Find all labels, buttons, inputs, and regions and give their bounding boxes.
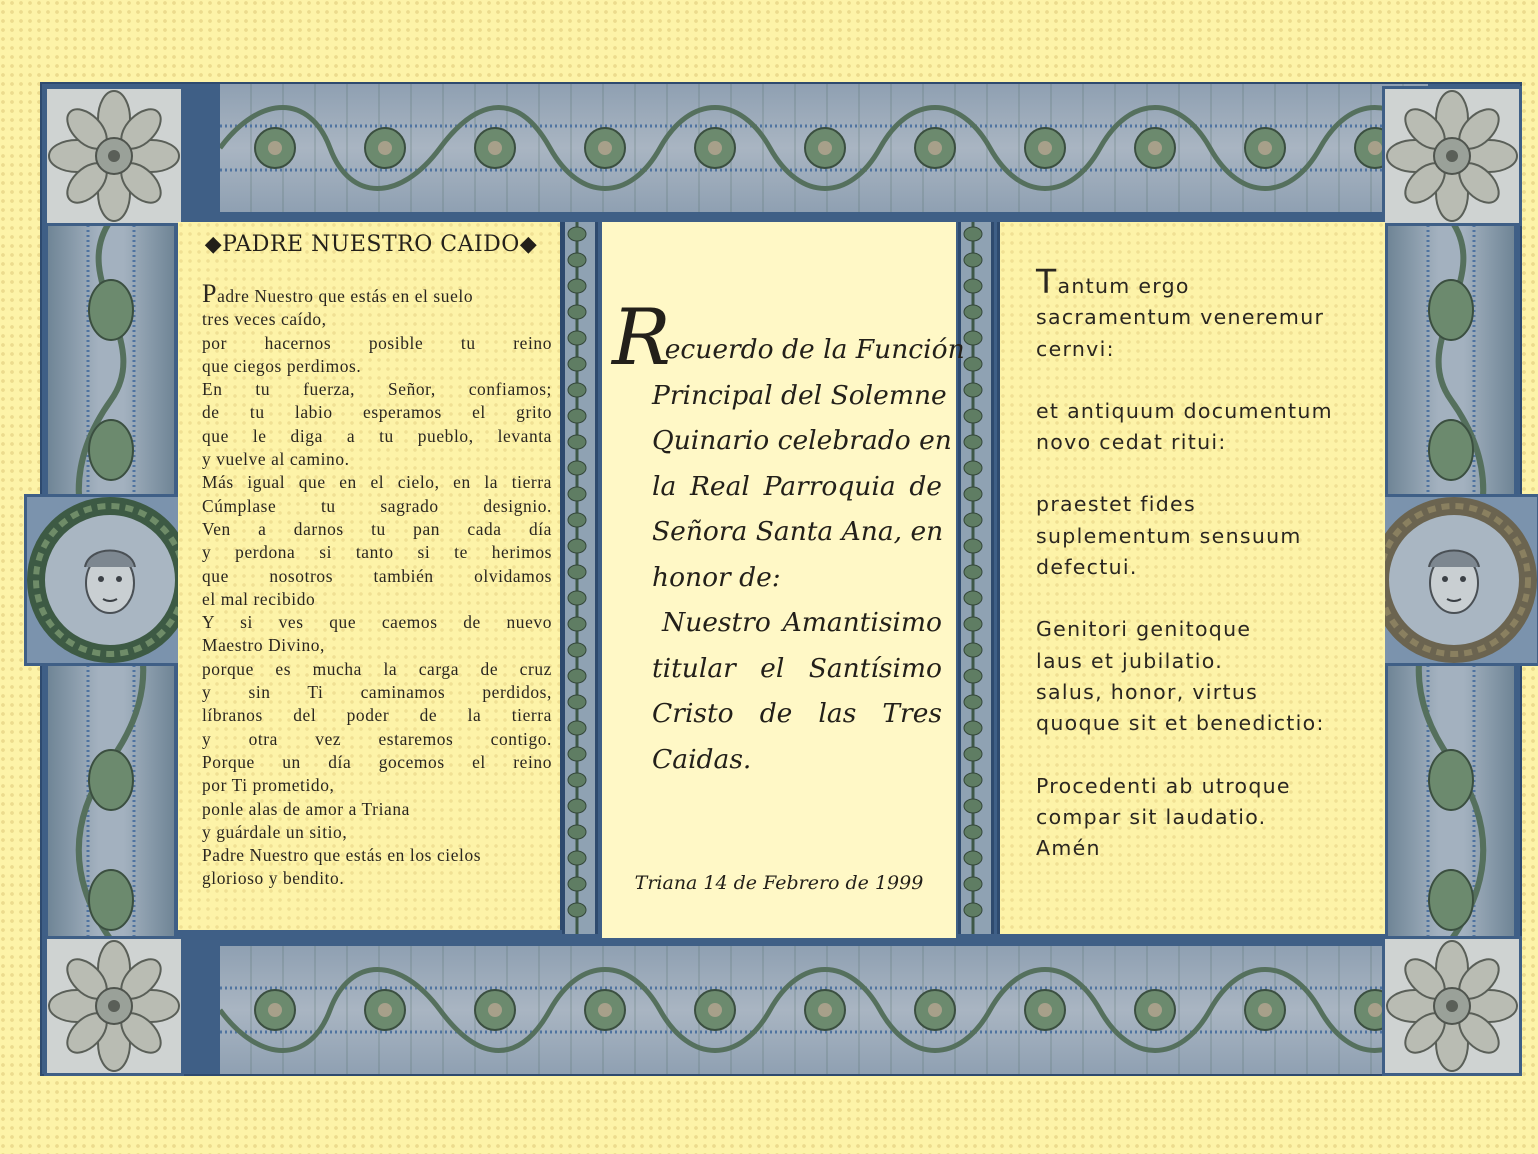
prayer-line: y vuelve al camino. — [202, 449, 350, 470]
prayer-line: Padre Nuestro que estás en el suelo — [202, 279, 474, 308]
prayer-line: por hacernos posible tu reino — [202, 332, 552, 353]
hymn-stanza — [1036, 771, 1366, 865]
memorial-line: honor de: — [652, 561, 781, 593]
hymn-stanza — [1036, 489, 1366, 583]
hymn-line: et antiquum documentum — [1036, 398, 1333, 423]
vine-divider-left — [562, 222, 598, 934]
memorial-line: ecuerdo de la Función — [664, 334, 965, 365]
memorial-line: Principal del Solemne — [652, 379, 947, 411]
prayer-line: Ven a darnos tu pan cada día — [202, 518, 552, 539]
prayer-line: y sin Ti caminamos perdidos, — [202, 682, 552, 703]
medallion-face-icon — [1368, 494, 1538, 666]
hymn-stanza — [1036, 614, 1366, 739]
prayer-line: líbranos del poder de la tierra — [202, 705, 552, 726]
hymn-line: praestet fides — [1036, 492, 1196, 517]
prayer-line: y guárdale un sitio, — [202, 821, 348, 842]
memorial-line: Nuestro Amantisimo — [662, 607, 942, 638]
rosette-icon — [44, 86, 184, 226]
memorial-line: titular el Santísimo — [652, 652, 942, 684]
hymn-line: suplementum sensuum — [1036, 523, 1302, 548]
hymn-line: Genitori genitoque — [1036, 617, 1252, 642]
prayer-line: porque es mucha la carga de cruz — [202, 658, 552, 679]
hymn-line: laus et jubilatio. — [1036, 648, 1224, 673]
hymn-stanza — [1036, 396, 1366, 459]
prayer-line: y perdona si tanto si te herimos — [202, 542, 552, 563]
hymn-line: Procedenti ab utroque — [1036, 773, 1291, 798]
prayer-line: Cúmplase tu sagrado designio. — [202, 495, 552, 516]
rosette-icon — [1382, 86, 1522, 226]
prayer-line: y otra vez estaremos contigo. — [202, 728, 552, 749]
prayer-line: En tu fuerza, Señor, confiamos; — [202, 379, 552, 400]
hymn-line: compar sit laudatio. — [1036, 804, 1267, 829]
prayer-line: que ciegos perdimos. — [202, 355, 362, 376]
hymn-line — [1036, 262, 1366, 302]
prayer-line: glorioso y bendito. — [202, 868, 345, 889]
prayer-line: Y si ves que caemos de nuevo — [202, 612, 552, 633]
hymn-line-rest: antum ergo — [1057, 274, 1190, 298]
prayer-line: por Ti prometido, — [202, 775, 335, 796]
prayer-line: de tu labio esperamos el grito — [202, 402, 552, 423]
hymn-line: sacramentum veneremur — [1036, 305, 1325, 330]
hymn-initial: T — [1036, 262, 1058, 301]
prayer-title: ◆PADRE NUESTRO CAIDO◆ — [204, 232, 538, 257]
hymn-line: defectui. — [1036, 555, 1138, 580]
rosette-icon — [44, 936, 184, 1076]
prayer-line: que le diga a tu pueblo, levanta — [202, 425, 552, 446]
hymn-line: salus, honor, virtus — [1036, 679, 1259, 704]
hymn-text — [1036, 262, 1366, 895]
medallion-face-icon — [24, 494, 196, 666]
memorial-date: Triana 14 de Febrero de 1999 — [634, 872, 924, 894]
memorial-line: Señora Santa Ana, en — [652, 516, 944, 547]
memorial-line: Cristo de las Tres — [652, 698, 942, 729]
hymn-line: quoque sit et benedictio: — [1036, 711, 1325, 736]
ornament-band-bottom — [220, 946, 1428, 1074]
prayer-line: Más igual que en el cielo, en la tierra — [202, 472, 552, 493]
hymn-stanza — [1036, 262, 1366, 365]
memorial-initial: R — [612, 293, 671, 383]
prayer-line: el mal recibido — [202, 588, 316, 609]
vine-divider-right — [958, 222, 994, 934]
memorial-line: la Real Parroquia de — [652, 470, 942, 502]
hymn-line: novo cedat ritui: — [1036, 430, 1227, 455]
memorial-text — [612, 293, 965, 782]
prayer-line: tres veces caído, — [202, 309, 327, 330]
prayer-line: Padre Nuestro que estás en los cielos — [202, 845, 482, 866]
memorial-line: Caidas. — [652, 743, 752, 775]
hymn-line: Amén — [1036, 836, 1101, 861]
prayer-line: Porque un día gocemos el reino — [202, 751, 552, 772]
hymn-line: cernvi: — [1036, 336, 1115, 361]
ornament-band-top — [220, 84, 1428, 212]
prayer-line: que nosotros también olvidamos — [202, 565, 552, 586]
memorial-line-first — [612, 293, 965, 383]
prayer-line: Maestro Divino, — [202, 635, 325, 656]
rosette-icon — [1382, 936, 1522, 1076]
prayer-text — [202, 279, 552, 891]
memorial-line: Quinario celebrado en — [652, 425, 952, 456]
prayer-line: ponle alas de amor a Triana — [202, 798, 410, 819]
